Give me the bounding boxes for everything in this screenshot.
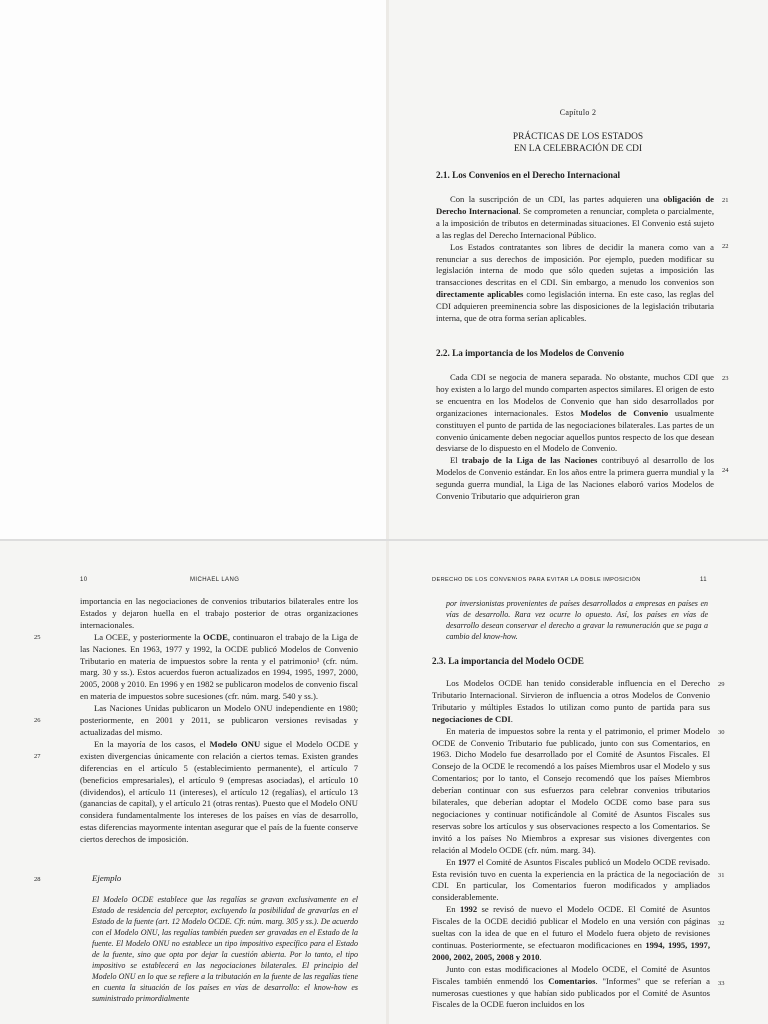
paragraph-21: Con la suscripción de un CDI, las partes adquieren una obligación de Derecho Internacional. Se comprometen a renunciar, completa o parcialmente, a la imposición de tributos en determinadas situaciones. El Convenio está sujeto a las reglas del Derecho Internacional Público. [436,194,715,240]
paragraph-continued: importancia en las negociaciones de convenios tributarios bilaterales entre los Estados y dejaron huella en el trabajo posterior de otras organizaciones internacionales. [80,596,358,630]
blank-page [0,0,388,540]
margin-number-32: 32 [718,920,725,927]
chapter-title-line1: PRÁCTICAS DE LOS ESTADOS [512,132,644,142]
running-head: DERECHO DE LOS CONVENIOS PARA EVITAR LA DOBLE IMPOSICIÓN [432,577,641,583]
section-2-1-body [436,194,714,325]
section-heading-2-3: 2.3. La importancia del Modelo OCDE [432,656,584,666]
margin-number-29: 29 [718,681,725,688]
page-11 [388,540,768,1024]
chapter-label: Capítulo 2 [559,108,597,117]
paragraph-24: El trabajo de la Liga de las Naciones contribuyó al desarrollo de los Modelos de Convenio estándar. En los años entre la primera guerra mundial y la segunda guerra mundial, la Liga de las Naciones elaboró varios Modelos de Convenio Tributario que adquirieron gran [436,455,714,502]
paragraph-22: Los Estados contratantes son libres de decidir la manera como van a renunciar a sus derechos de imposición. Por ejemplo, pueden modificar su legislación interna de modo que sólo queden sujetas a imposición las transacciones descritas en el CDI. Sin embargo, a menudo los convenios son directamente aplicables como legislación interna. En este caso, las reglas del CDI adquieren preeminencia sobre las disposiciones de la legislación tributaria interna, que de otra forma serían aplicables. [436,241,714,324]
margin-number-25: 25 [34,634,41,641]
page-11-body [432,678,710,1011]
page-10-body [80,596,358,846]
margin-number-33: 33 [718,980,725,987]
margin-number-31: 31 [718,872,725,879]
page-chapter-2-opening [388,0,768,540]
chapter-title [428,131,728,155]
margin-number-26: 26 [34,717,41,724]
margin-number-28: 28 [34,876,41,883]
margin-number-24: 24 [722,467,729,474]
paragraph-32: En 1992 se revisó de nuevo el Modelo OCDE. El Comité de Asuntos Fiscales de la OCDE decidió publicar el Modelo en una versión con páginas sueltas con la idea de que en el futuro el Modelo fuera objeto de revisiones continuas. Posteriormente, se efectuaron modificaciones en 1994, 1995, 1997, 2000, 2002, 2005, 2008 y 2010. [432,904,710,962]
margin-number-22: 22 [722,243,729,250]
margin-number-21: 21 [722,197,729,204]
margin-number-30: 30 [718,729,725,736]
scan-divider [0,539,768,541]
paragraph-23: Cada CDI se negocia de manera separada. No obstante, muchos CDI que hoy existen a lo largo del mundo comparten aspectos similares. El origen de esto se encuentra en los Modelos de Convenio que han sido desarrollados por organizaciones internacionales. Estos Modelos de Convenio usualmente constituyen el punto de partida de las negociaciones bilaterales. Las partes de un convenio únicamente deben negociar aquellos puntos respecto de los que desean desviarse de lo dispuesto en el Modelo de Convenio. [436,372,714,454]
page-number: 10 [80,577,88,583]
example-heading: Ejemplo [92,873,122,883]
running-head: MICHAEL LANG [190,577,240,583]
page-10 [0,540,388,1024]
paragraph-31: En 1977 el Comité de Asuntos Fiscales publicó un Modelo OCDE revisado. Esta revisión tuvo en cuenta la experiencia en la práctica de la negociación de CDI. En particular, los Comentarios fueron modificados y ampliados considerablemente. [432,856,711,903]
section-2-2-body [436,372,714,503]
margin-number-27: 27 [34,753,41,760]
margin-number-23: 23 [722,375,729,382]
example-text: El Modelo OCDE establece que las regalías se gravan exclusivamente en el Estado de residencia del perceptor, excluyendo la posibilidad de gravarlas en el Estado de la fuente (art. 12 Modelo OCDE. Cfr. núm. marg. 305 y ss.). De acuerdo con el Modelo ONU, las regalías también pueden ser gravadas en el Estado de la fuente. El Modelo ONU no establece un tipo impositivo específico para el Estado de la fuente, sino que opta por dejar la cuestión abierta. Por lo tanto, el tipo impositivo se establecerá en las negociaciones bilaterales. El principio del Modelo ONU en lo que se refiere a la tributación en la fuente de las regalías tiene en cuenta la situación de los países en vías de desarrollo: el know-how es suministrado primordialmente [92,895,358,1003]
paragraph-30: En materia de impuestos sobre la renta y el patrimonio, el primer Modelo OCDE de Convenio Tributario fue publicado, junto con sus Comentarios, en 1963. Dicho Modelo fue desarrollado por el Comité de Asuntos Fiscales. El Consejo de la OCDE le recomendó a los países Miembros usar el Modelo y sus Comentarios; por lo tanto, el Consejo recomendó que los países Miembros deberían continuar con sus esfuerzos para celebrar convenios tributarios bilaterales, que deberían adoptar el Modelo OCDE como base para sus negociaciones y continuar notificándole al Comité de Asuntos Fiscales sus reservas sobre los artículos y sus observaciones respecto a los Comentarios. Se invitó a los países No Miembros a expresar sus visiones divergentes con relación al Modelo OCDE (cfr. núm. marg. 34). [432,725,710,855]
section-heading-2-1: 2.1. Los Convenios en el Derecho Internacional [436,170,621,180]
example-text-continued: por inversionistas provenientes de países desarrollados a empresas en países en vías de desarrollo. Rara vez ocurre lo opuesto. Así, los países en vías de desarrollo desean conservar el derecho a gravar la remuneración que se paga a cambio del know-how. [446,599,708,641]
page-number: 11 [700,577,708,583]
paragraph-25: La OCEE, y posteriormente la OCDE, continuaron el trabajo de la Liga de las Naciones. En 1963, 1977 y 1992, la OCDE publicó Modelos de Convenio Tributario en materia de impuestos sobre la renta y el patrimonio¹ (cfr. núm. marg. 30 y ss.). Estos acuerdos fueron actualizados en 1994, 1995, 1997, 2000, 2005, 2008 y 2010. En 1996 y en 1982 se publicaron modelos de convenio fiscal en materia de impuestos sobre sucesiones (cfr. núm. marg. 540 y ss.). [80,631,359,702]
paragraph-27: En la mayoría de los casos, el Modelo ONU sigue el Modelo OCDE y existen divergencias únicamente con relación a ciertos temas. Existen grandes diferencias en el artículo 5 (establecimiento permanente), el artículo 7 (beneficios empresariales), el artículo 9 (empresas asociadas), el artículo 10 (dividendos), el artículo 11 (intereses), el artículo 12 (regalías), el artículo 13 (ganancias de capital), y el artículo 21 (otras rentas). Puesto que el Modelo ONU considera fundamentalmente los intereses de los países en vías de desarrollo, estas diferencias mayormente intentan asegurar que el país de la fuente conserve ciertos derechos de imposición. [80,738,359,845]
chapter-title-line2: EN LA CELEBRACIÓN DE CDI [513,144,643,154]
page-gutter [386,0,389,1024]
paragraph-33: Junto con estas modificaciones al Modelo OCDE, el Comité de Asuntos Fiscales también enmendó los Comentarios. "Informes" que se referían a numerosas cuestiones y que habían sido publicados por el Comité de Asuntos Fiscales de la OCDE fueron incluidos en los [432,963,710,1010]
section-heading-2-2: 2.2. La importancia de los Modelos de Convenio [436,348,625,358]
paragraph-29: Los Modelos OCDE han tenido considerable influencia en el Derecho Tributario Internacional. Sirvieron de influencia a otros Modelos de Convenio Tributario y múltiples Estados lo utilizan como punto de partida para sus negociaciones de CDI. [432,678,710,724]
paragraph-26: Las Naciones Unidas publicaron un Modelo ONU independiente en 1980; posteriormente, en 2001 y 2011, se publicaron versiones revisadas y actualizadas del mismo. [80,703,358,737]
